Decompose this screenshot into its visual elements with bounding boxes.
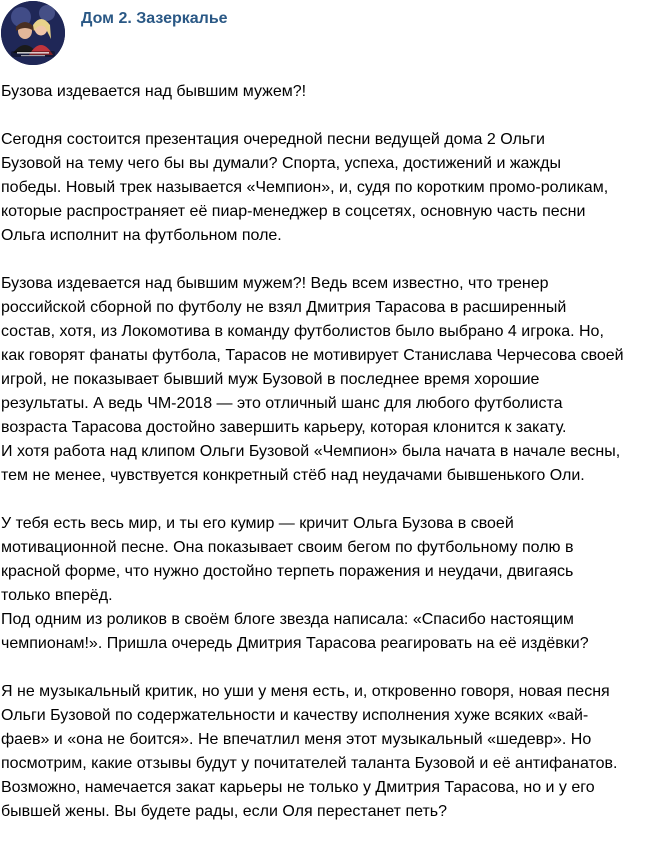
post-paragraph-1: Сегодня состоится презентация очередной песни ведущей дома 2 Ольги Бузовой на тему чего бы вы думали? Спорта, успеха, достижений и жажды победы. Новый трек называется «Чемпион», и, судя по коротким промо-роликам, которые распространяет её пиар-менеджер в соцсетях, основную часть песни Ольга исполнит на футбольном поле.: [1, 131, 609, 244]
group-avatar[interactable]: [1, 1, 65, 65]
group-avatar-photo-icon: [1, 1, 65, 65]
group-name-link[interactable]: Дом 2. Зазеркалье: [81, 10, 228, 27]
post-paragraph-2: Бузова издевается над бывшим мужем?! Ведь всем известно, что тренер российской сборной по футболу не взял Дмитрия Тарасова в расширенный состав, хотя, из Локомотива в команду футболистов было выбрано 4 игрока. Но, как говорят фанаты футбола, Тарасов не мотивирует Станислава Черчесова своей игрой, не показывает бывший муж Бузовой в последнее время хорошие результаты. А ведь ЧМ-2018 — это отличный шанс для любого футболиста возраста Тарасова достойно завершить карьеру, которая клонится к закату. И хотя работа над клипом Ольги Бузовой «Чемпион» была начата в начале весны, тем не менее, чувствуется конкретный стёб над неудачами бывшенького Оли.: [1, 275, 624, 484]
post-body: [1, 80, 665, 824]
post-paragraph-3: У тебя есть весь мир, и ты его кумир — кричит Ольга Бузова в своей мотивационной песне. Она показывает своим бегом по футбольному полю в красной форме, что нужно достойно терпеть поражения и неудачи, двигаясь только вперёд. Под одним из роликов в своём блоге звезда написала: «Спасибо настоящим чемпионам!». Пришла очередь Дмитрия Тарасова реагировать на её издёвки?: [1, 515, 589, 652]
post-header: [0, 0, 670, 66]
post-title: Бузова издевается над бывшим мужем?!: [1, 83, 307, 100]
post-paragraph-4: Я не музыкальный критик, но уши у меня есть, и, откровенно говоря, новая песня Ольги Бузовой по содержательности и качеству исполнения хуже всяких «вай- фаев» и «она не боится». Не впечатлил меня этот музыкальный «шедевр». Но посмотрим, какие отзывы будут у почитателей таланта Бузовой и её антифанатов. Возможно, намечается закат карьеры не только у Дмитрия Тарасова, но и у его бывшей жены. Вы будете рады, если Оля перестанет петь?: [1, 683, 618, 820]
